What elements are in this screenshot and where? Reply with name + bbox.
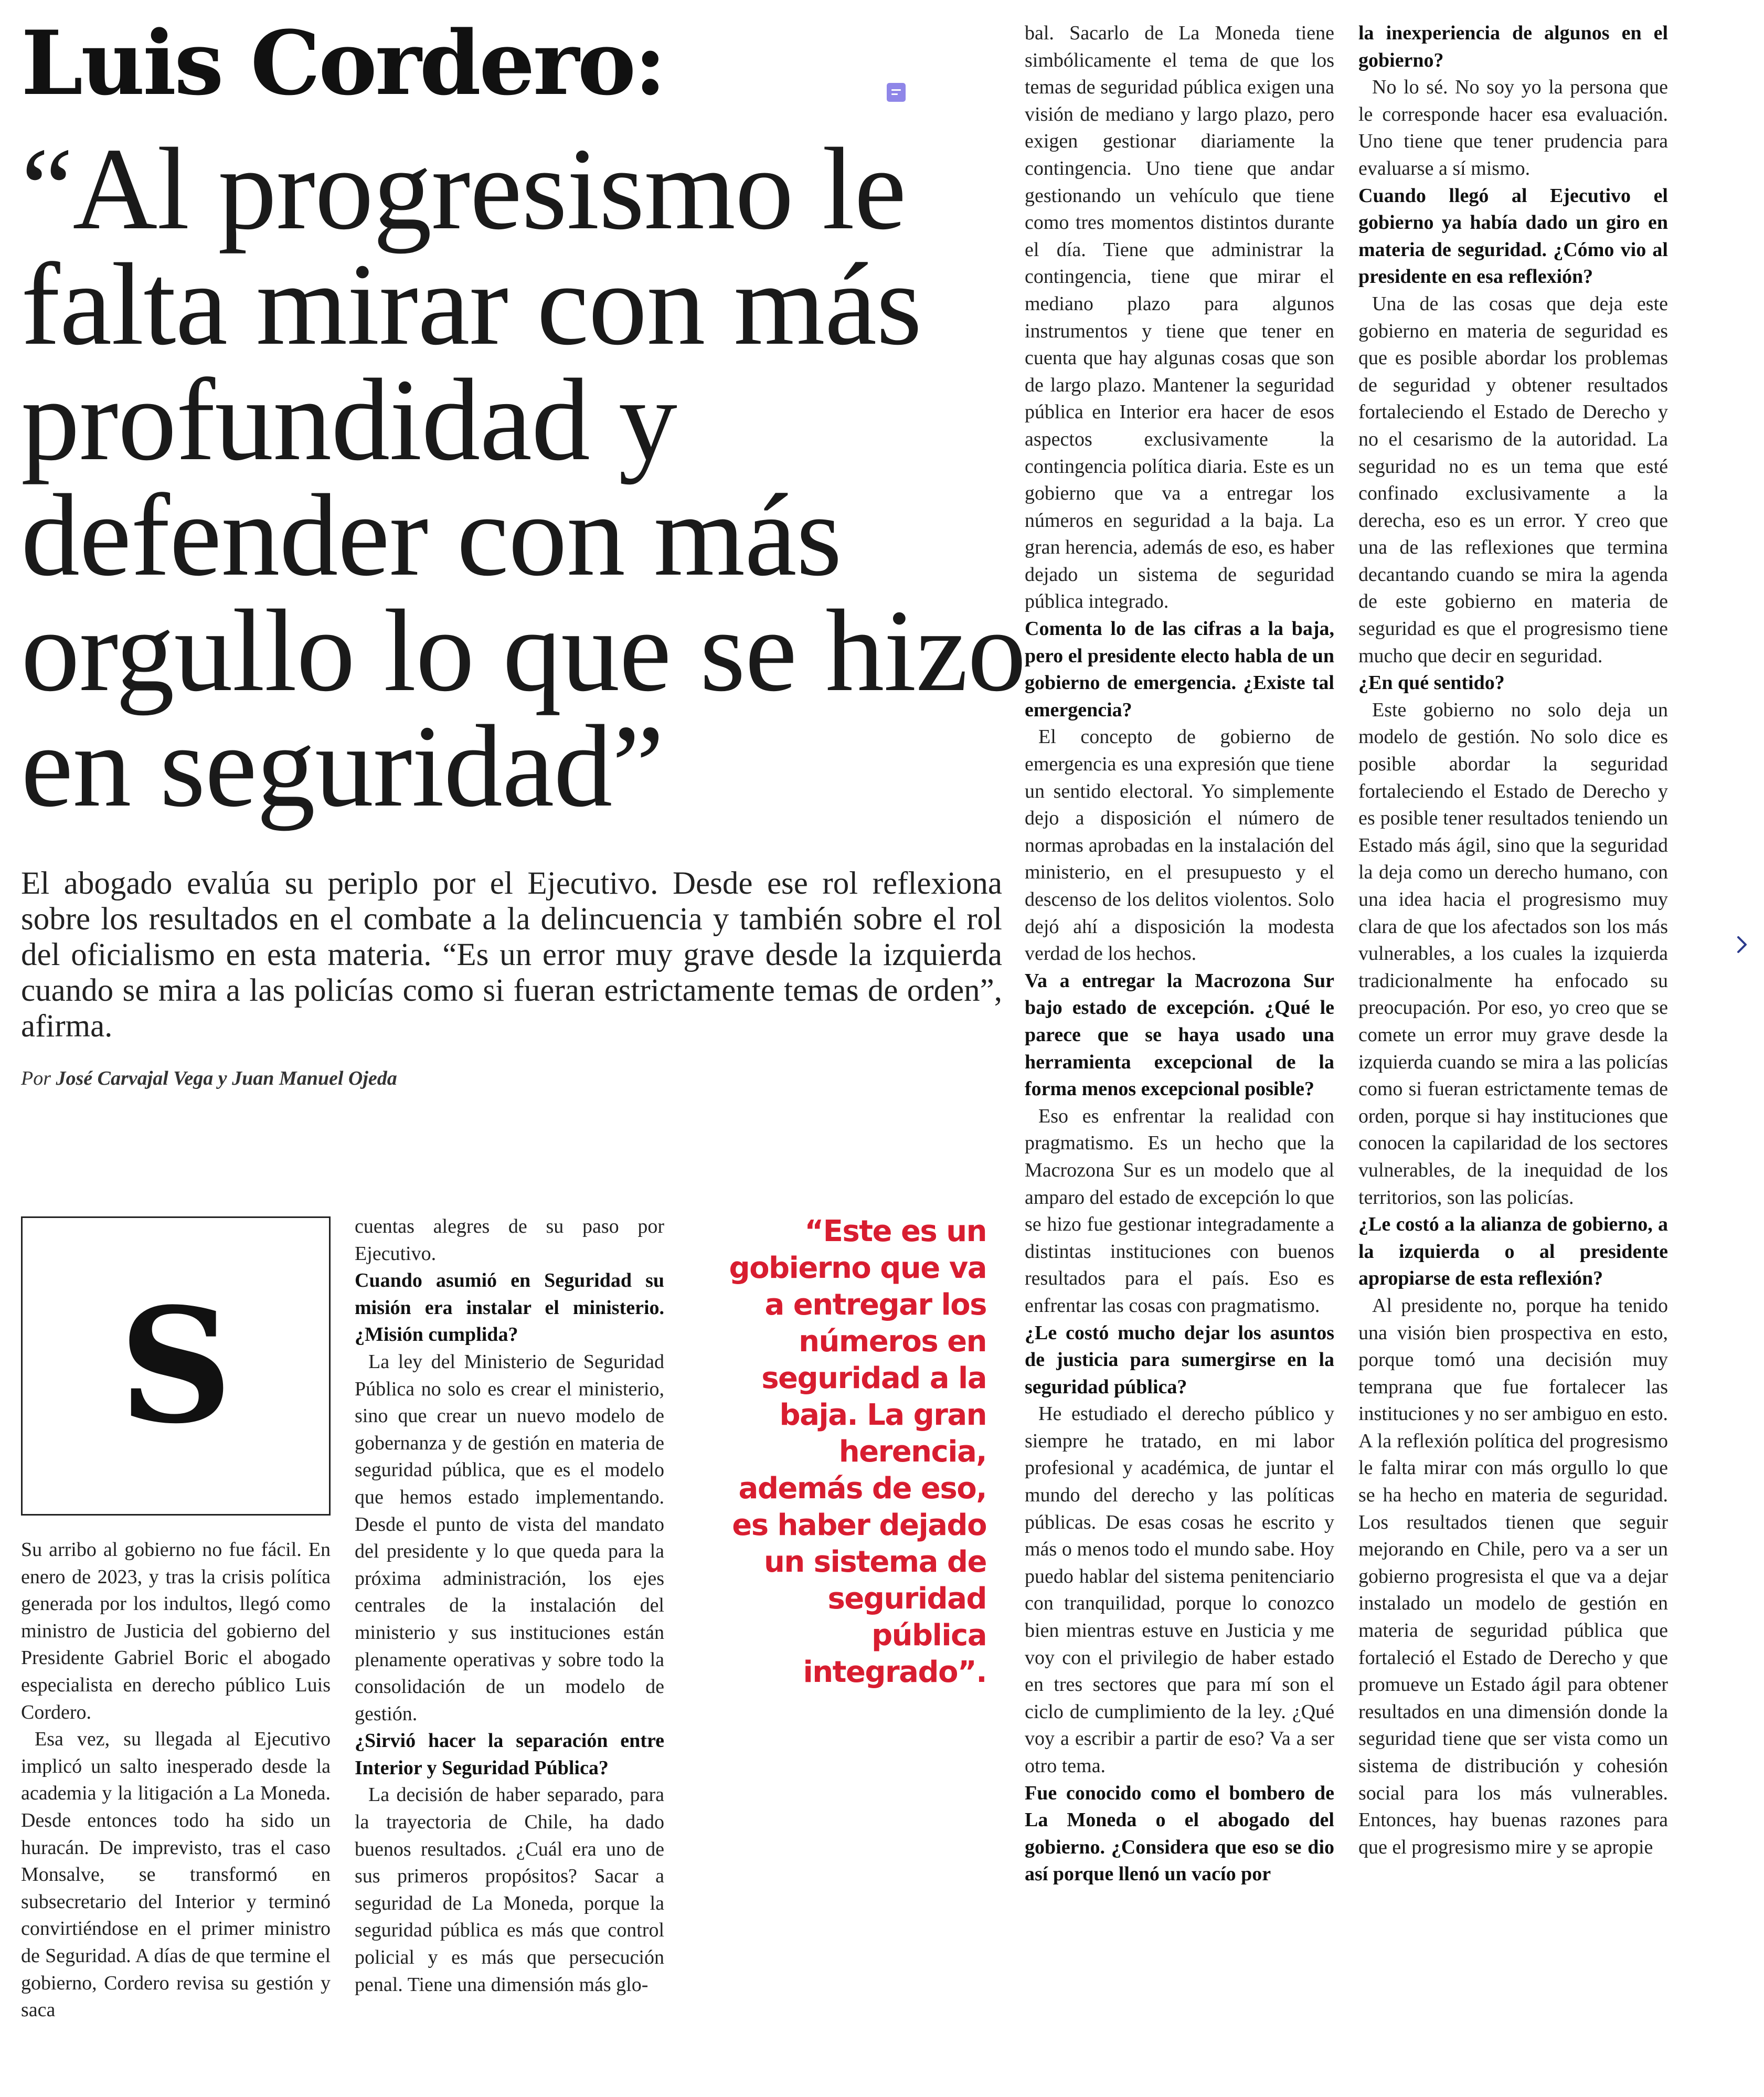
interview-question: Comenta lo de las cifras a la baja, pero el presidente electo habla de un gobierno de emergencia. ¿Existe tal emergencia? xyxy=(1025,618,1334,721)
interview-question: ¿Sirvió hacer la separación entre Interior y Seguridad Pública? xyxy=(355,1730,664,1779)
interview-answer: Eso es enfrentar la realidad con pragmatismo. Es un hecho que la Macrozona Sur es un modelo que al amparo del estado de excepción lo que se hizo fue gestionar integradamente a distintas instituciones con buenos resultados para el país. Eso es enfrentar las cosas con pragmatismo. xyxy=(1025,1105,1334,1317)
byline-authors: José Carvajal Vega y Juan Manuel Ojeda xyxy=(56,1067,397,1089)
interview-question: ¿Le costó a la alianza de gobierno, a la izquierda o al presidente apropiarse de esta reflexión? xyxy=(1358,1213,1668,1290)
headline-quote: “Al progresismo le falta mirar con más profundidad y defender con más orgullo lo que se hizo en seguridad” xyxy=(21,124,1026,831)
interview-question: Cuando llegó al Ejecutivo el gobierno ya había dado un giro en materia de seguridad. ¿Cómo vio al presidente en esa reflexión? xyxy=(1358,184,1668,288)
article-deck: El abogado evalúa su periplo por el Ejecutivo. Desde ese rol reflexiona sobre los resultados en el combate a la delincuencia y también sobre el rol del oficialismo en esta materia. “Es un error muy grave desde la izquierda cuando se mira a las policías como si fueran estrictamente temas de orden”, afirma. xyxy=(21,866,1002,1044)
interview-question: ¿Le costó mucho dejar los asuntos de justicia para sumergirse en la seguridad pública? xyxy=(1025,1321,1334,1398)
chevron-right-icon[interactable] xyxy=(1731,934,1752,955)
drop-cap-box xyxy=(21,1216,331,1516)
interview-question: Fue conocido como el bombero de La Moneda o el abogado del gobierno. ¿Considera que eso se dio así porque llenó un vacío por xyxy=(1025,1782,1334,1886)
paragraph: cuentas alegres de su paso por Ejecutivo. xyxy=(355,1215,664,1265)
drop-cap: S xyxy=(119,1273,233,1458)
article-column-3 xyxy=(1025,20,1334,1888)
interview-question: ¿En qué sentido? xyxy=(1358,672,1505,694)
article-column-1 xyxy=(21,1537,331,2024)
interview-answer: Al presidente no, porque ha tenido una visión bien prospectiva en esto, porque tomó una decisión muy temprana que fue fortalecer las instituciones y no ser ambiguo en esto. A la reflexión política del progresismo le falta mirar con más orgullo lo que se ha hecho en materia de seguridad. Los resultados tienen que seguir mejorando en Chile, pero va a ser un gobierno progresista el que va a dejar instalado un modelo de gestión en materia de seguridad pública que fortaleció el Estado de Derecho y que promueve un Estado ágil para obtener resultados en una dimensión donde la seguridad tiene que ser vista como un sistema de distribución y cohesión social para los más vulnerables. Entonces, hay buenas razones para que el progresismo mire y se apropie xyxy=(1358,1294,1668,1858)
interview-answer: La decisión de haber separado, para la trayectoria de Chile, ha dado buenos resultados. ¿Cuál era uno de sus primeros propósitos? Sacar a seguridad de La Moneda, porque la seguridad pública es más que control policial y es más que persecución penal. Tiene una dimensión más glo- xyxy=(355,1784,664,1996)
headline-name: Luis Cordero: xyxy=(21,11,665,115)
pull-quote: “Este es un gobierno que va a entregar los números en seguridad a la baja. La gran herencia, además de eso, es haber dejado un sistema de seguridad pública integrado”. xyxy=(729,1214,986,1689)
note-icon[interactable] xyxy=(887,83,906,102)
article-column-4 xyxy=(1358,20,1668,1861)
paragraph: Esa vez, su llegada al Ejecutivo implicó un salto inesperado desde la academia y la litigación a La Moneda. Desde entonces todo ha sido un huracán. De imprevisto, tras el caso Monsalve, se transformó en subsecretario del Interior y terminó convirtiéndose en el primer ministro de Seguridad. A días de que termine el gobierno, Cordero revisa su gestión y saca xyxy=(21,1728,331,2021)
interview-question: Va a entregar la Macrozona Sur bajo estado de excepción. ¿Qué le parece que se haya usado una herramienta excepcional de la forma menos excepcional posible? xyxy=(1025,969,1334,1100)
interview-answer: Este gobierno no solo deja un modelo de gestión. No solo dice es posible abordar la seguridad fortaleciendo el Estado de Derecho y es posible tener resultados teniendo un Estado más ágil, sino que la seguridad la deja como un derecho humano, con una idea hacia el progresismo muy clara de que los afectados son los más vulnerables, a los cuales la izquierda tradicionalmente ha enfocado su preocupación. Por eso, yo creo que se comete un error muy grave desde la izquierda cuando se mira a las policías como si fueran estrictamente temas de orden, porque si hay instituciones que conocen la capilaridad de los sectores vulnerables, de la inequidad de los territorios, son las policías. xyxy=(1358,698,1668,1209)
byline xyxy=(21,1065,808,1092)
interview-question: la inexperiencia de algunos en el gobierno? xyxy=(1358,22,1668,71)
interview-answer: He estudiado el derecho público y siempre he tratado, en mi labor profesional y académica, de juntar el mundo del derecho y las políticas públicas. De esas cosas he escrito y más o menos todo el mundo sabe. Hoy puedo hablar del sistema penitenciario con tranquilidad, porque lo conozco bien mientras estuve en Justicia y me voy con el privilegio de haber estado en tres sectores que para mí son el ciclo de cumplimiento de la ley. ¿Qué voy a escribir a partir de eso? Va a ser otro tema. xyxy=(1025,1403,1334,1777)
interview-answer: El concepto de gobierno de emergencia es una expresión que tiene un sentido electoral. Yo simplemente dejo a disposición el número de normas aprobadas en la instalación del ministerio, en el presupuesto y el descenso de los delitos violentos. Solo dejó ahí a disposición la modesta verdad de los hechos. xyxy=(1025,726,1334,965)
interview-answer: bal. Sacarlo de La Moneda tiene simbólicamente el tema de que los temas de seguridad pública exigen una visión de mediano y largo plazo, pero exigen gestionar diariamente la contingencia. Uno tiene que andar gestionando un vehículo que tiene como tres momentos distintos durante el día. Tiene que administrar la contingencia, tiene que mirar el mediano plazo para algunos instrumentos y tiene que tener en cuenta que hay algunas cosas que son de largo plazo. Mantener la seguridad pública en Interior era hacer de esos aspectos exclusivamente la contingencia política diaria. Este es un gobierno que va a entregar los números en seguridad a la baja. La gran herencia, además de eso, es haber dejado un sistema de seguridad pública integrado. xyxy=(1025,22,1334,613)
article-column-2 xyxy=(355,1213,664,1998)
byline-prefix: Por xyxy=(21,1067,51,1089)
interview-answer: Una de las cosas que deja este gobierno en materia de seguridad es que es posible abordar los problemas de seguridad y obtener resultados fortaleciendo el Estado de Derecho y no el cesarismo de la autoridad. La seguridad no es un tema que esté confinado exclusivamente a la derecha, eso es un error. Y creo que una de las reflexiones que termina decantando cuando se mira la agenda de este gobierno en materia de seguridad es que el progresismo tiene mucho que decir en seguridad. xyxy=(1358,292,1668,667)
interview-answer: La ley del Ministerio de Seguridad Pública no solo es crear el ministerio, sino que crear un nuevo modelo de gobernanza y de gestión en materia de seguridad pública, que es el modelo que hemos estado implementando. Desde el punto de vista del mandato del presidente y lo que queda para la próxima administración, los ejes centrales de la instalación del ministerio y sus instituciones están plenamente operativas y sobre todo la consolidación de un modelo de gestión. xyxy=(355,1350,664,1725)
interview-answer: No lo sé. No soy yo la persona que le corresponde hacer esa evaluación. Uno tiene que tener prudencia para evaluarse a sí mismo. xyxy=(1358,76,1668,179)
paragraph: Su arribo al gobierno no fue fácil. En enero de 2023, y tras la crisis política generada por los indultos, llegó como ministro de Justicia del gobierno del Presidente Gabriel Boric el abogado especialista en derecho público Luis Cordero. xyxy=(21,1539,331,1723)
interview-question: Cuando asumió en Seguridad su misión era instalar el ministerio. ¿Misión cumplida? xyxy=(355,1269,664,1346)
